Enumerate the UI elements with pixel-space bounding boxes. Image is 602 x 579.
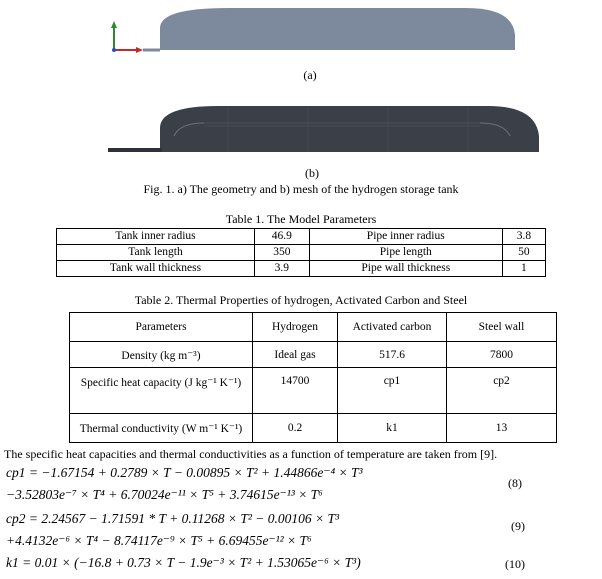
equation-9-line-1: cp2 = 2.24567 − 1.71591 * T + 0.11268 × T² − 0.00106 × T³ <box>6 511 340 526</box>
equation-8-line-2: −3.52803e⁻⁷ × T⁴ + 6.70024e⁻¹¹ × T⁵ + 3.74615e⁻¹³ × T⁶ <box>6 487 323 502</box>
table-cell: cp2 <box>447 368 557 414</box>
table-cell: 1 <box>502 261 545 277</box>
sub-label-a: (a) <box>303 68 317 82</box>
equation-9-number: (9) <box>511 519 525 533</box>
table-cell: 3.9 <box>255 261 310 277</box>
tank-mesh-shape <box>160 106 539 152</box>
equation-10-line-1: k1 = 0.01 × (−16.8 + 0.73 × T − 1.9e⁻³ × T² + 1.53065e⁻⁶ × T³) <box>6 555 361 570</box>
table-header-cell: Parameters <box>70 313 253 342</box>
table-header-cell: Hydrogen <box>253 313 338 342</box>
table-cell: 350 <box>255 245 310 261</box>
equation-8-number: (8) <box>508 476 522 490</box>
table-cell: 50 <box>502 245 545 261</box>
table-cell: Specific heat capacity (J kg⁻¹ K⁻¹) <box>70 368 253 414</box>
table-cell: 0.2 <box>253 414 338 443</box>
table-header-row <box>70 313 557 342</box>
table-cell: Pipe length <box>309 245 502 261</box>
model-parameters-table <box>56 228 546 277</box>
table-cell: Tank length <box>57 245 255 261</box>
table-cell: k1 <box>338 414 447 443</box>
table-row <box>70 368 557 414</box>
table-cell: Tank inner radius <box>57 229 255 245</box>
table-cell: Pipe wall thickness <box>309 261 502 277</box>
figure-caption: Fig. 1. a) The geometry and b) mesh of the hydrogen storage tank <box>143 182 459 196</box>
table-cell: 7800 <box>447 342 557 368</box>
sub-label-b: (b) <box>305 166 319 180</box>
table-row <box>57 245 546 261</box>
table-cell: 3.8 <box>502 229 545 245</box>
equation-8-line-1: cp1 = −1.67154 + 0.2789 × T − 0.00895 × T² + 1.44866e⁻⁴ × T³ <box>6 465 363 480</box>
table-row <box>57 229 546 245</box>
table-cell: Pipe inner radius <box>309 229 502 245</box>
table-row <box>70 342 557 368</box>
equation-10-number: (10) <box>505 557 525 571</box>
table-cell: Ideal gas <box>253 342 338 368</box>
table1-caption: Table 1. The Model Parameters <box>225 212 377 226</box>
table-cell: cp1 <box>338 368 447 414</box>
table-cell: 517.6 <box>338 342 447 368</box>
table-cell: 13 <box>447 414 557 443</box>
table-header-cell: Activated carbon <box>338 313 447 342</box>
table-cell: Thermal conductivity (W m⁻¹ K⁻¹) <box>70 414 253 443</box>
thermal-properties-table <box>69 312 557 443</box>
figure-a-geometry <box>108 0 528 60</box>
body-paragraph: The specific heat capacities and thermal conductivities as a function of temperature are taken from [9]. <box>4 447 498 461</box>
table-header-cell: Steel wall <box>447 313 557 342</box>
table-cell: 46.9 <box>255 229 310 245</box>
table-cell: 14700 <box>253 368 338 414</box>
table-cell: Tank wall thickness <box>57 261 255 277</box>
table-row <box>57 261 546 277</box>
equation-9-line-2: +4.4132e⁻⁶ × T⁴ − 8.74117e⁻⁹ × T⁵ + 6.69455e⁻¹² × T⁶ <box>6 533 312 548</box>
tank-geometry-shape <box>160 8 515 50</box>
table-cell: Density (kg m⁻³) <box>70 342 253 368</box>
figure-b-mesh <box>108 96 558 158</box>
table2-caption: Table 2. Thermal Properties of hydrogen, Activated Carbon and Steel <box>134 293 468 307</box>
table-row <box>70 414 557 443</box>
